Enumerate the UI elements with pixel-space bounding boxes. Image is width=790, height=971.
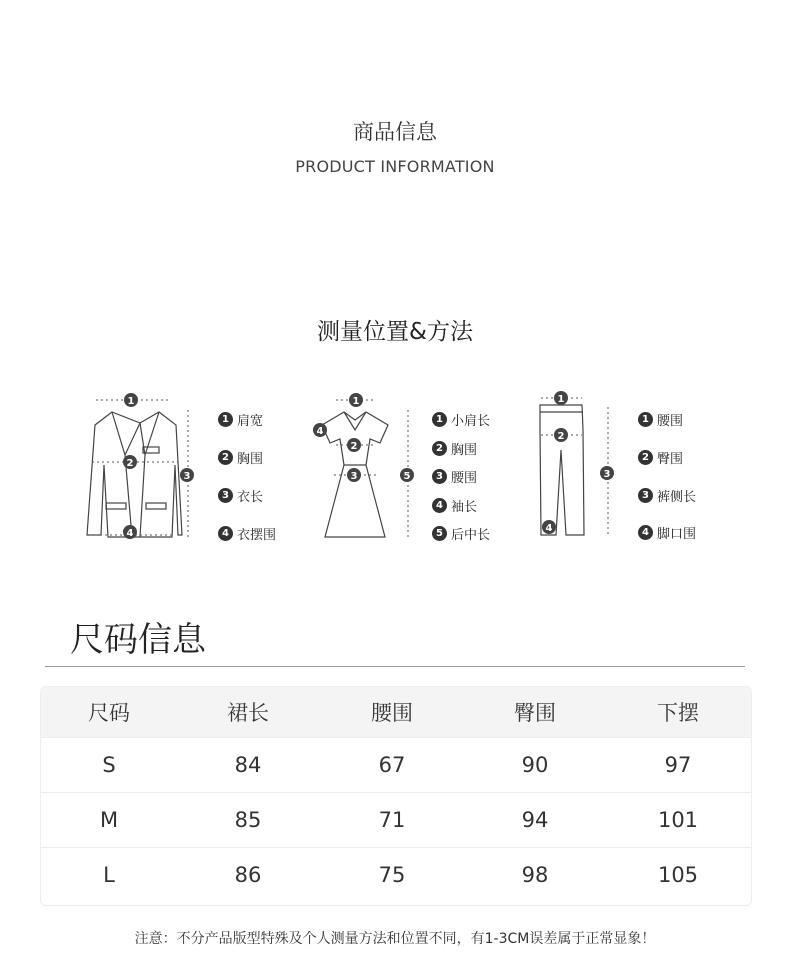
marker-3 <box>347 468 361 482</box>
marker-4 <box>542 520 556 534</box>
table-cell: 101 <box>657 808 699 832</box>
table-cell: 105 <box>657 863 699 887</box>
size-info-title: 尺码信息 <box>70 620 206 660</box>
size-table <box>40 686 752 906</box>
column-header: 尺码 <box>88 701 130 725</box>
table-cell: 67 <box>378 753 406 777</box>
table-cell: 90 <box>521 753 549 777</box>
marker-2 <box>554 428 568 442</box>
legend-item: 1 小肩长 <box>432 410 490 429</box>
divider <box>45 666 745 667</box>
column-header: 臀围 <box>514 701 556 725</box>
marker-4 <box>123 525 137 539</box>
svg-text:2: 2 <box>350 441 358 452</box>
table-cell: 75 <box>378 863 406 887</box>
legend-item: 3 腰围 <box>432 467 477 486</box>
table-cell: M <box>99 808 119 832</box>
table-header-row <box>41 687 751 737</box>
svg-text:3: 3 <box>350 471 358 482</box>
table-cell: 86 <box>234 863 262 887</box>
table-cell: 94 <box>521 808 549 832</box>
table-cell: L <box>103 863 115 887</box>
svg-text:1: 1 <box>352 396 360 407</box>
legend-item: 3 衣长 <box>218 486 263 505</box>
marker-2 <box>347 438 361 452</box>
svg-text:2: 2 <box>126 458 134 469</box>
table-row <box>41 737 751 792</box>
jacket-illustration <box>87 412 182 537</box>
svg-text:5: 5 <box>403 471 411 482</box>
legend-item: 3 裤侧长 <box>638 486 696 505</box>
section-subtitle: PRODUCT INFORMATION <box>295 157 495 176</box>
table-cell: S <box>102 753 116 777</box>
svg-text:1: 1 <box>557 394 565 405</box>
table-cell: 98 <box>521 863 549 887</box>
marker-2 <box>123 455 137 469</box>
legend-item: 5 后中长 <box>432 524 490 543</box>
measurement-note: 注意：不分产品版型特殊及个人测量方法和位置不同，有1-3CM误差属于正常显象！ <box>134 931 656 947</box>
column-header: 腰围 <box>371 701 413 725</box>
measurement-diagram <box>0 385 790 550</box>
marker-3 <box>180 468 194 482</box>
legend-item: 2 胸围 <box>218 448 263 467</box>
legend-item: 4 衣摆围 <box>218 524 276 543</box>
svg-text:3: 3 <box>183 471 191 482</box>
marker-5 <box>400 468 414 482</box>
marker-1 <box>124 393 138 407</box>
legend-item: 2 臀围 <box>638 448 683 467</box>
legend-item: 1 腰围 <box>638 410 683 429</box>
column-header: 下摆 <box>657 701 699 725</box>
legend-item: 2 胸围 <box>432 439 477 458</box>
column-header: 裙长 <box>227 701 269 725</box>
table-row <box>41 847 751 902</box>
svg-text:4: 4 <box>545 523 553 534</box>
marker-4 <box>313 423 327 437</box>
legend-item: 4 袖长 <box>432 496 477 515</box>
marker-1 <box>349 393 363 407</box>
table-row <box>41 792 751 847</box>
marker-3 <box>600 466 614 480</box>
svg-text:1: 1 <box>127 396 135 407</box>
legend-item: 1 肩宽 <box>218 410 263 429</box>
marker-1 <box>554 391 568 405</box>
legend-item: 4 脚口围 <box>638 523 696 542</box>
measure-method-title: 测量位置&方法 <box>317 319 473 345</box>
table-cell: 84 <box>234 753 262 777</box>
svg-text:4: 4 <box>316 426 324 437</box>
table-cell: 85 <box>234 808 262 832</box>
section-title: 商品信息 <box>353 120 437 144</box>
pants-illustration <box>540 405 584 535</box>
svg-text:4: 4 <box>126 528 134 539</box>
svg-text:2: 2 <box>557 431 565 442</box>
table-cell: 97 <box>664 753 692 777</box>
svg-text:3: 3 <box>603 469 611 480</box>
table-cell: 71 <box>378 808 406 832</box>
